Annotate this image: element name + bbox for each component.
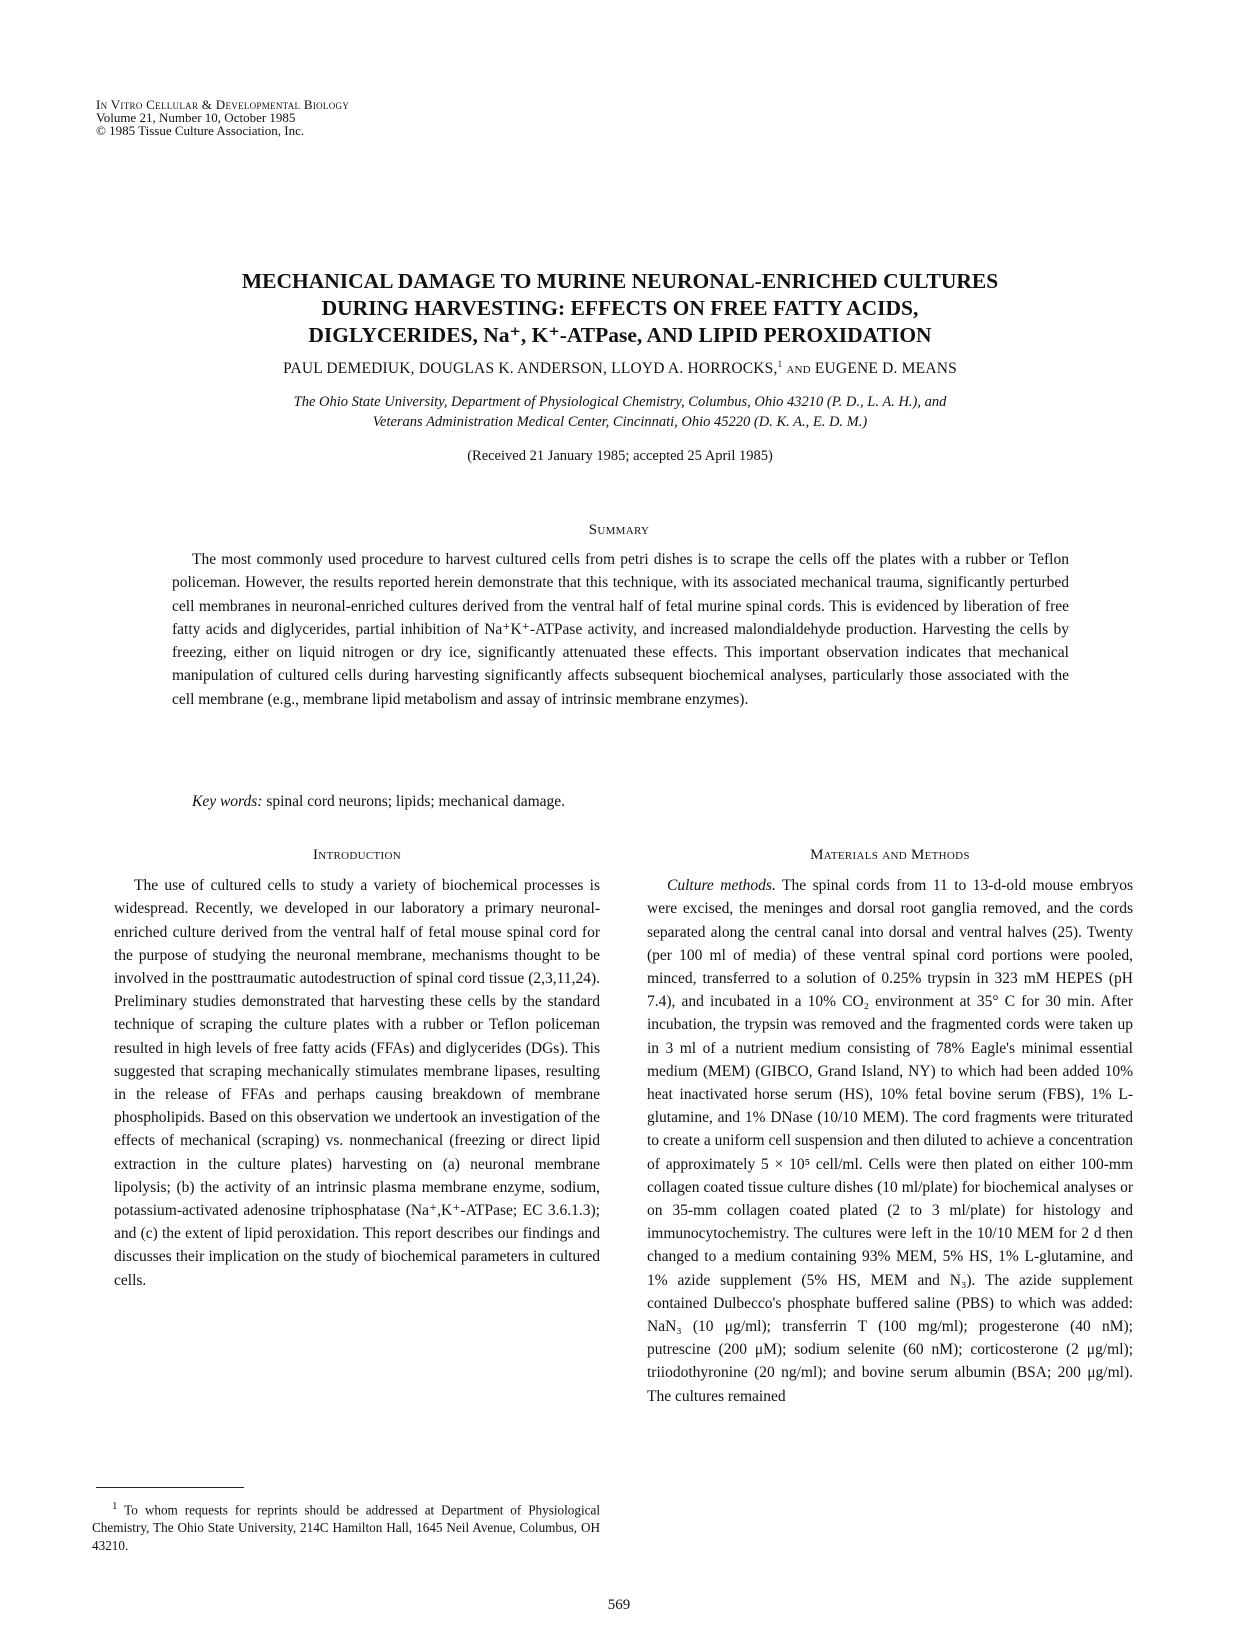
article-title bbox=[170, 268, 1070, 349]
methods-text: The spinal cords from 11 to 13-d-old mouse embryos were excised, the meninges and dorsal root ganglia removed, and the cords separated along the central canal into dorsal and ventral halves (25). Twenty (per 100 ml of media) of these ventral spinal cord portions were pooled, minced, transferred to a solution of 0.25% trypsin in 323 mM HEPES (pH 7.4), and incubated in a 10% CO₂ environment at 35° C for 30 min. After incubation, the trypsin was removed and the fragmented cords were taken up in 3 ml of a nutrient medium consisting of 78% Eagle's minimal essential medium (MEM) (GIBCO, Grand Island, NY) to which had been added 10% heat inactivated horse serum (HS), 10% fetal bovine serum (FBS), 1% L-glutamine, and 1% DNase (10/10 MEM). The cord fragments were triturated to create a uniform cell suspension and then diluted to achieve a concentration of approximately 5 × 10⁵ cell/ml. Cells were then plated on either 100-mm collagen coated tissue culture dishes (10 ml/plate) for biochemical analyses or on 35-mm collagen coated plated (2 to 3 ml/plate) for histology and immunocytochemistry. The cultures were left in the 10/10 MEM for 2 d then changed to a medium containing 93% MEM, 5% HS, 1% L-glutamine, and 1% azide supplement (5% HS, MEM and N₃). The azide supplement contained Dulbecco's phosphate buffered saline (PBS) to which was added: NaN₃ (10 μg/ml); transferrin T (100 mg/ml); progesterone (40 nM); putrescine (200 μM); sodium selenite (60 nM); corticosterone (2 μg/ml); triiodothyronine (20 ng/ml); and bovine serum albumin (BSA; 200 μg/ml). The cultures remained bbox=[647, 877, 1133, 1405]
methods-heading: Materials and Methods bbox=[810, 847, 970, 863]
methods-subheading: Culture methods. bbox=[667, 877, 776, 895]
summary-text: The most commonly used procedure to harvest cultured cells from petri dishes is to scrape the cells off the plates with a rubber or Teflon policeman. However, the results reported herein demonstrate that this technique, with its associated mechanical trauma, significantly perturbed cell membranes in neuronal-enriched cultures derived from the ventral half of fetal murine spinal cords. This is evidenced by liberation of free fatty acids and diglycerides, partial inhibition of Na⁺K⁺-ATPase activity, and increased malondialdehyde production. Harvesting the cells by freezing, either on liquid nitrogen or dry ice, significantly attenuated these effects. This important observation indicates that mechanical manipulation of cultured cells during harvesting significantly affects subsequent biochemical analyses, particularly those associated with the cell membrane (e.g., membrane lipid metabolism and assay of intrinsic membrane enzymes). bbox=[172, 551, 1069, 708]
methods-paragraph bbox=[647, 874, 1133, 1408]
page-number: 569 bbox=[607, 1597, 631, 1613]
introduction-column bbox=[114, 844, 600, 1292]
introduction-text: The use of cultured cells to study a variety of biochemical processes is widespread. Recently, we developed in our laboratory a primary neuronal-enriched culture derived from the ventral half of fetal mouse spinal cord for the purpose of studying the neuronal membrane, mechanisms thought to be involved in the posttraumatic autodestruction of spinal cord tissue (2,3,11,24). Preliminary studies demonstrated that harvesting these cells by the standard technique of scraping the culture plates with a rubber or Teflon policeman resulted in high levels of free fatty acids (FFAs) and diglycerides (DGs). This suggested that scraping mechanically stimulates membrane lipases, resulting in the release of FFAs and perhaps causing breakdown of membrane phospholipids. Based on this observation we undertook an investigation of the effects of mechanical (scraping) vs. nonmechanical (freezing or direct lipid extraction in the culture plates) harvesting on (a) neuronal membrane lipolysis; (b) the activity of an intrinsic plasma membrane enzyme, sodium, potassium-activated adenosine triphosphatase (Na⁺,K⁺-ATPase; EC 3.6.1.3); and (c) the extent of lipid peroxidation. This report describes our findings and discusses their implication on the study of biochemical parameters in cultured cells. bbox=[114, 877, 600, 1289]
authors-last: EUGENE D. MEANS bbox=[814, 360, 957, 378]
article-header bbox=[170, 268, 1070, 465]
journal-volume: Volume 21, Number 10, October 1985 bbox=[96, 110, 296, 125]
journal-copyright: © 1985 Tissue Culture Association, Inc. bbox=[96, 123, 305, 138]
journal-header bbox=[96, 98, 349, 137]
author-footnote-mark: 1 bbox=[777, 359, 783, 369]
methods-column bbox=[647, 844, 1133, 1408]
summary-heading: Summary bbox=[588, 522, 650, 538]
affiliations bbox=[170, 392, 1070, 432]
footnote-divider bbox=[96, 1487, 244, 1488]
affiliation-line: Veterans Administration Medical Center, Cincinnati, Ohio 45220 (D. K. A., E. D. M.) bbox=[372, 414, 868, 431]
introduction-heading: Introduction bbox=[312, 847, 402, 863]
title-line: DIGLYCERIDES, Na⁺, K⁺-ATPase, AND LIPID PEROXIDATION bbox=[308, 323, 932, 347]
affiliation-line: The Ohio State University, Department of Physiological Chemistry, Columbus, Ohio 43210 (P. D., L. A. H.), and bbox=[293, 394, 947, 411]
footnote bbox=[92, 1497, 600, 1555]
received-dates: (Received 21 January 1985; accepted 25 April 1985) bbox=[467, 448, 773, 465]
footnote-mark: 1 bbox=[112, 1500, 118, 1512]
authors-and: AND bbox=[786, 364, 811, 377]
author-list bbox=[170, 359, 1070, 378]
keywords-text: spinal cord neurons; lipids; mechanical damage. bbox=[262, 793, 566, 810]
title-line: DURING HARVESTING: EFFECTS ON FREE FATTY ACIDS, bbox=[321, 296, 919, 320]
journal-name: In Vitro Cellular & Developmental Biology bbox=[96, 97, 350, 112]
keywords-label: Key words: bbox=[192, 793, 263, 810]
keywords bbox=[172, 793, 1069, 811]
footnote-text: To whom requests for reprints should be addressed at Department of Physiological Chemistry, The Ohio State University, 214C Hamilton Hall, 1645 Neil Avenue, Columbus, OH 43210. bbox=[92, 1502, 600, 1554]
authors-main: PAUL DEMEDIUK, DOUGLAS K. ANDERSON, LLOYD A. HORROCKS, bbox=[283, 360, 778, 378]
title-line: MECHANICAL DAMAGE TO MURINE NEURONAL-ENRICHED CULTURES bbox=[241, 269, 999, 293]
